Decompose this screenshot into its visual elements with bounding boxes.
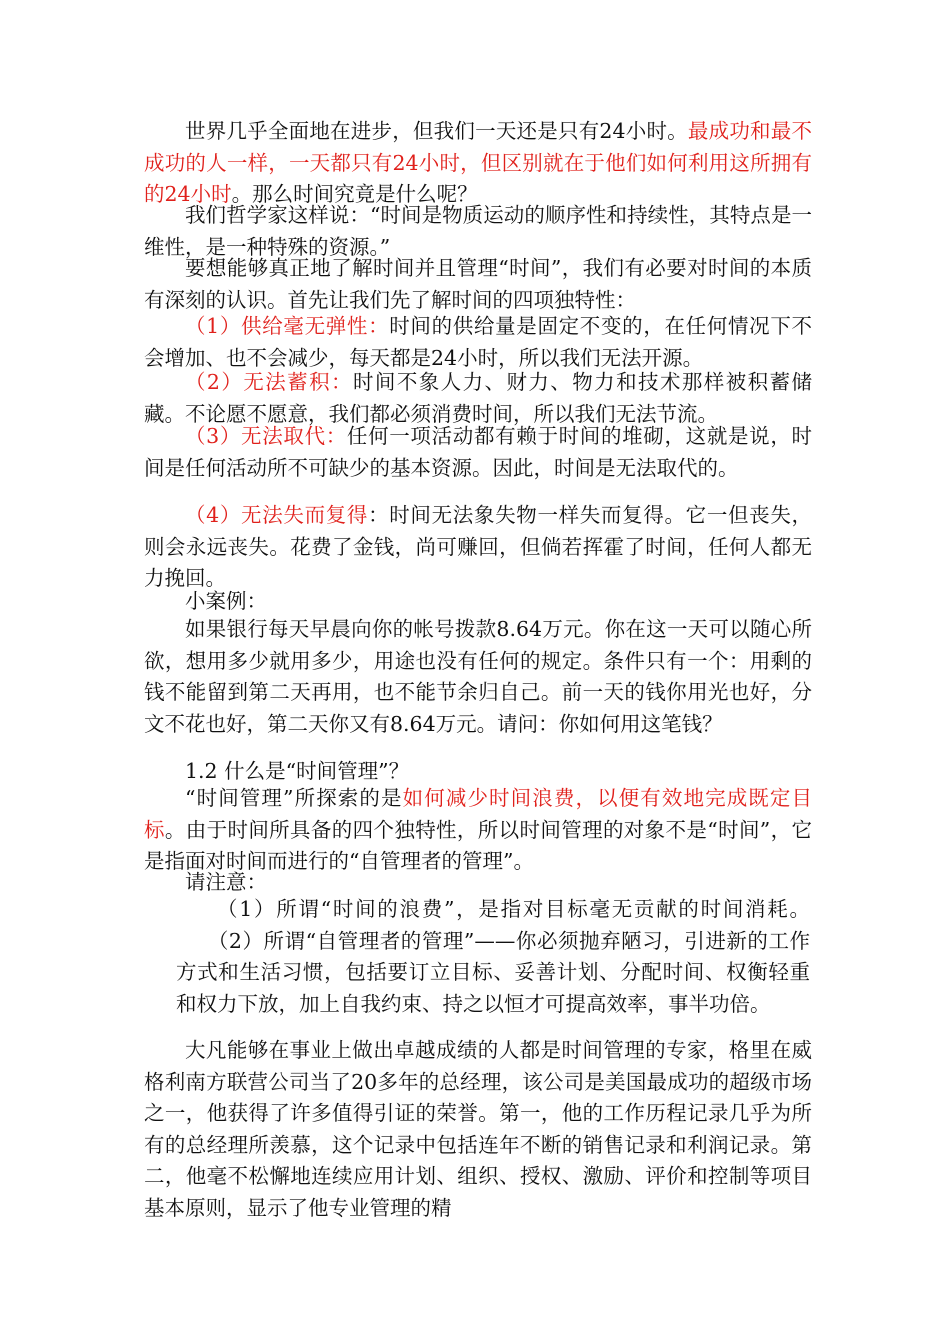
text-segment: 。那么时间究竟是什么呢？: [231, 182, 478, 206]
text-segment: 小案例：: [185, 589, 267, 613]
text-segment: （1）所谓“时间的浪费”，是指对目标毫无贡献的时间消耗。 （2）所谓“自管理者的管理”——你必须抛弃陋习，引进新的工作方式和生活习惯，包括要订立目标、妥善计划、分配时间、权衡轻重和权力下放，加上自我约束、持之以恒才可提高效率，事半功倍。: [176, 897, 810, 1016]
text-segment: 请注意：: [185, 870, 267, 894]
highlighted-heading: （3）无法取代：: [185, 424, 347, 448]
paragraph-manager-example: [144, 1035, 812, 1224]
text-segment: 我们哲学家这样说：“时间是物质运动的顺序性和持续性，其特点是一维性，是一种特殊的资源。”: [144, 203, 812, 259]
highlighted-heading: （1）供给毫无弹性：: [185, 314, 390, 338]
text-segment: 1.2 什么是“时间管理”？: [185, 759, 410, 783]
highlighted-heading: （4）无法失而复得: [185, 503, 369, 527]
highlighted-text: 最成功和最不成功的人一样，一天都只有24小时，但区别就在于他们如何利用这所拥有的24小时: [144, 119, 812, 206]
text-segment: 大凡能够在事业上做出卓越成绩的人都是时间管理的专家，格里在威格利南方联营公司当了20多年的总经理，该公司是美国最成功的超级市场之一，他获得了许多值得引证的荣誉。第一，他的工作历程记录几乎为所有的总经理所羡慕，这个记录中包括连年不断的销售记录和利润记录。第二，他毫不松懈地连续应用计划、组织、授权、激励、评价和控制等项目基本原则，显示了他专业管理的精: [144, 1038, 812, 1220]
text-segment: 时间不象人力、财力、物力和技术那样被积蓄储藏。不论愿不愿意，我们都必须消费时间，所以我们无法节流。: [144, 370, 813, 426]
highlighted-text: 如何减少时间浪费，以便有效地完成既定目标: [144, 786, 813, 842]
text-segment: 。由于时间所具备的四个独特性，所以时间管理的对象不是“时间”，它是指面对时间而进行的“自管理者的管理”。: [144, 817, 813, 873]
paragraph-four-characteristics-intro: [144, 253, 812, 316]
paragraph-time-management-definition: [144, 783, 812, 878]
text-segment: 时间的供给量是固定不变的，在任何情况下不会增加、也不会减少，每天都是24小时，所以我们无法开源。: [144, 314, 813, 370]
paragraph-bank-case: [144, 614, 812, 740]
text-segment: ：时间无法象失物一样失而复得。它一但丧失，则会永远丧失。花费了金钱，尚可赚回，但倘若挥霍了时间，任何人都无力挽回。: [144, 503, 813, 590]
paragraph-characteristic-1: [144, 311, 812, 374]
text-segment: 要想能够真正地了解时间并且管理“时间”，我们有必要对时间的本质有深刻的认识。首先让我们先了解时间的四项独特性：: [144, 256, 812, 312]
text-segment: 世界几乎全面地在进步，但我们一天还是只有24小时。: [185, 119, 688, 143]
paragraph-characteristic-4: [144, 500, 812, 595]
text-segment: “时间管理”所探索的是: [185, 786, 403, 810]
paragraph-case-heading: [144, 586, 812, 618]
text-segment: 任何一项活动都有赖于时间的堆砌，这就是说，时间是任何活动所不可缺少的基本资源。因此，时间是无法取代的。: [144, 424, 813, 480]
paragraph-characteristic-3: [144, 421, 812, 484]
highlighted-heading: （2）无法蓄积：: [185, 370, 353, 394]
text-segment: 如果银行每天早晨向你的帐号拨款8.64万元。你在这一天可以随心所欲，想用多少就用多少，用途也没有任何的规定。条件只有一个：用剩的钱不能留到第二天再用，也不能节余归自己。前一天的钱你用光也好，分文不花也好，第二天你又有8.64万元。请问：你如何用这笔钱？: [144, 617, 812, 736]
paragraph-time-intro: [144, 116, 812, 211]
paragraph-note-items: [176, 894, 810, 1020]
